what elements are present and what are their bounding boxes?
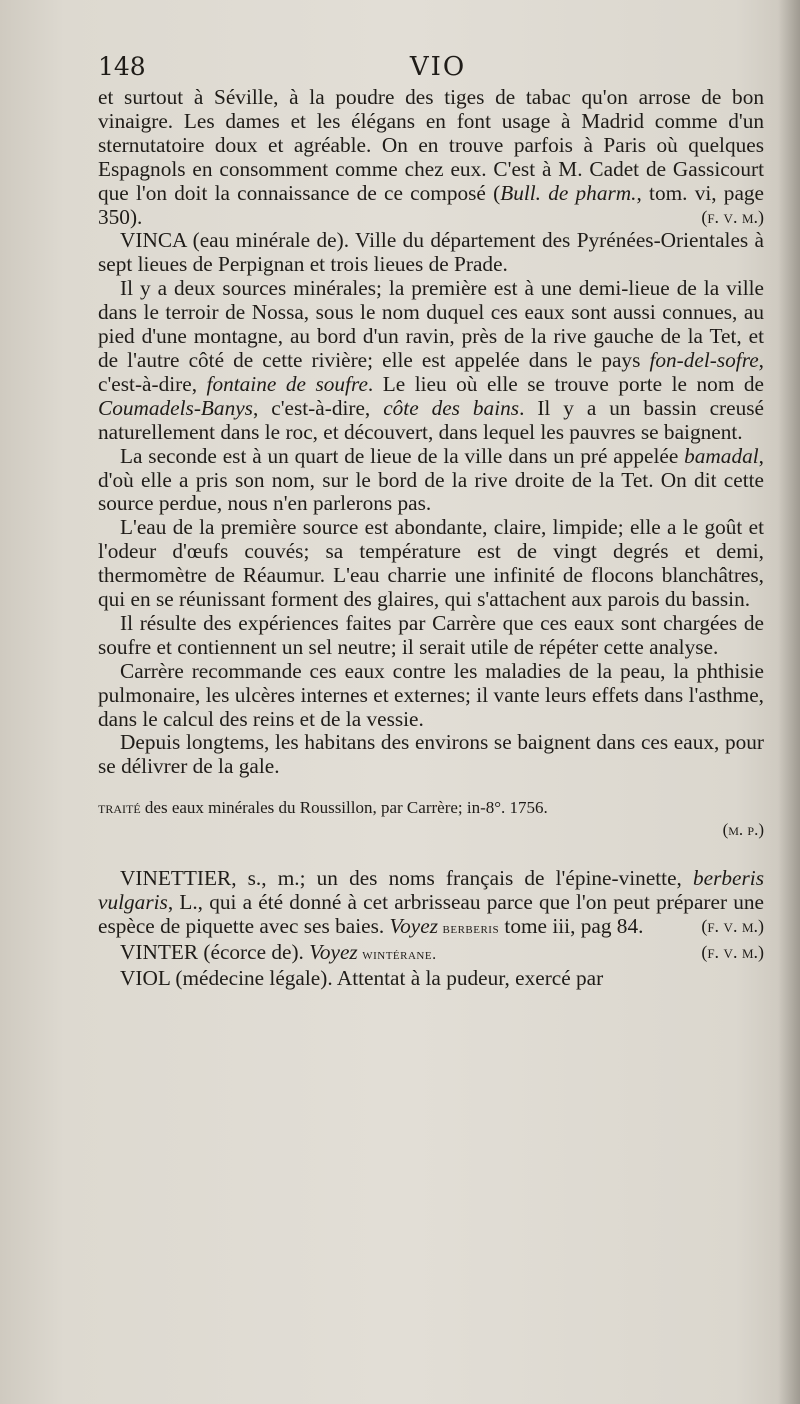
page-shadow-edge — [778, 0, 800, 1404]
entry-viol: VIOL (médecine légale). Attentat à la pudeur, exercé par — [120, 965, 604, 990]
entry-vinca: VINCA (eau minérale de). Ville du département des Pyrénées-Orientales à sept lieues de Perpignan et trois lieues de Prade. — [98, 228, 764, 277]
signature: (m. p.) — [722, 820, 764, 840]
page-header — [98, 52, 768, 88]
entry-vinter: VINTER (écorce de). Voyez wintérane. (f. v. m.) — [120, 940, 764, 964]
bibliography-note: traité des eaux minérales du Roussillon, par Carrère; in-8°. 1756. (m. p.) — [98, 798, 764, 840]
paragraph-1: et surtout à Séville, à la poudre des tiges de tabac qu'on arrose de bon vinaigre. Les dames et les élégans en font usage à Madrid comme d'un sternutatoire doux et agréable. On en trouve parfois à Paris où quelques Espagnols en consomment comme chez eux. C'est à M. Cadet de Gassicourt que l'on doit la connaissance de ce composé (Bull. de pharm., tom. vi, page 350). (f. v. m.) — [98, 85, 765, 229]
paragraph-water: L'eau de la première source est abondante, claire, limpide; elle a le goût et l'odeur d'œufs couvés; sa température est de vingt degrés et demi, thermomètre de Réaumur. L'eau charrie une infinité de flocons blanchâtres, qui en se réunissant forment des glaires, qui s'attachent aux parois du bassin. — [98, 515, 764, 612]
entry-head: VINTER — [120, 940, 199, 964]
running-head: VIO — [409, 52, 467, 82]
paragraph-second-source: La seconde est à un quart de lieue de la ville dans un pré appelée bamadal, d'où elle a pris son nom, sur le bord de la rive droite de la Tet. On dit cette source perdue, nous n'en parlerons pas. — [98, 443, 764, 516]
signature: (f. v. m.) — [701, 942, 764, 962]
entry-head: VINETTIER — [120, 866, 232, 891]
entry-head: VINCA — [120, 228, 187, 253]
body-text — [98, 86, 764, 991]
page-number: 148 — [98, 52, 146, 81]
entry-vinettier: VINETTIER, s., m.; un des noms français de l'épine-vinette, berberis vulgaris, L., qui a été donné à cet arbrisseau parce que l'on peut préparer une espèce de piquette avec ses baies. Voyez berberis tome iii, pag 84. (f. v. m.) — [98, 866, 764, 939]
paragraph-results: Il résulte des expériences faites par Carrère que ces eaux sont chargées de soufre et contiennent un sel neutre; il serait utile de répéter cette analyse. — [98, 610, 764, 659]
signature: (f. v. m.) — [701, 206, 764, 227]
signature: (f. v. m.) — [701, 916, 764, 937]
entry-head: VIOL — [120, 965, 171, 990]
paragraph-sources: Il y a deux sources minérales; la première est à une demi-lieue de la ville dans le terroir de Nossa, sous le nom duquel ces eaux sont aussi connues, au pied d'une montagne, au bord d'un ravin, près de la rive gauche de la Tet, et de l'autre côté de cette rivière; elle est appelée dans le pays fon-del-sofre, c'est-à-dire, fontaine de soufre. Le lieu où elle se trouve porte le nom de Coumadels-Banys, c'est-à-dire, côte des bains. Il y a un bassin creusé naturellement dans le roc, et découvert, dans lequel les pauvres se baignent. — [98, 276, 764, 444]
paragraph-inhabitants: Depuis longtems, les habitans des environs se baignent dans ces eaux, pour se délivrer de la gale. — [98, 730, 764, 779]
paragraph-recommend: Carrère recommande ces eaux contre les maladies de la peau, la phthisie pulmonaire, les ulcères internes et externes; il vante leurs effets dans l'asthme, dans le calcul des reins et de la vessie. — [98, 658, 764, 731]
spacer — [98, 841, 764, 867]
